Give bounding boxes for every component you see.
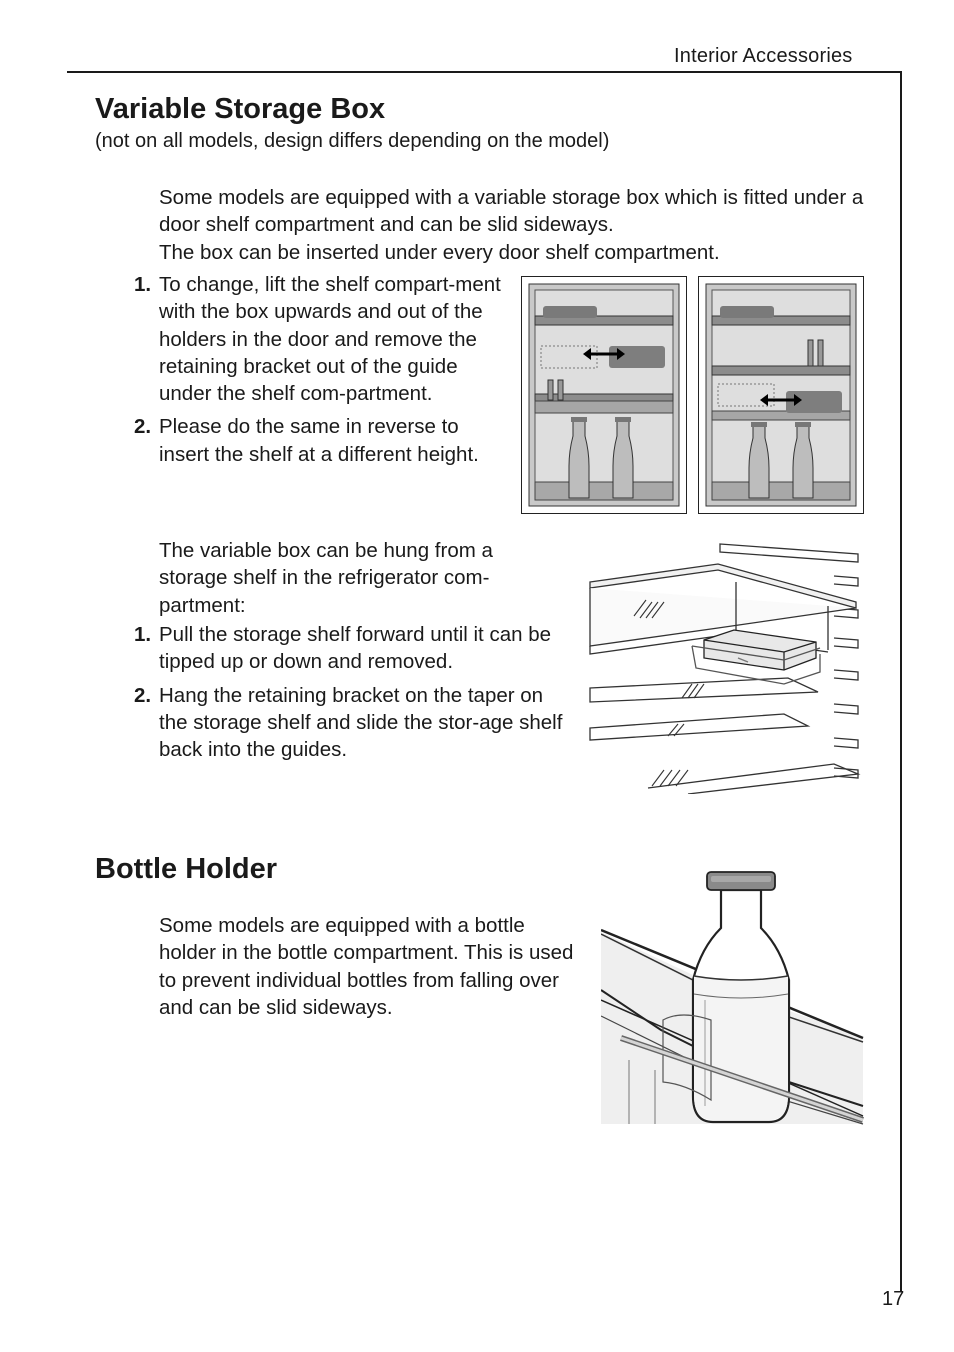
- step-number: 1.: [134, 623, 152, 646]
- list-item: [95, 682, 575, 764]
- door-box-illustration-right: [698, 276, 864, 514]
- shelf-box-illustration: [588, 538, 864, 794]
- bottle-holder-illustration: [601, 870, 865, 1126]
- page-number: 17: [882, 1288, 905, 1310]
- section-title-bottle-holder: Bottle Holder: [95, 853, 278, 885]
- section-subtitle: (not on all models, design differs depending on the model): [95, 130, 610, 152]
- shelf-steps-list: [95, 621, 575, 763]
- bottle-holder-text: Some models are equipped with a bottle holder in the bottle compartment. This is used to prevent individual bottles from falling over and can be slid sideways.: [159, 914, 574, 1019]
- step-number: 1.: [134, 273, 152, 296]
- step-text: To change, lift the shelf compart-ment with the box upwards and out of the holders in the door and remove the retaining bracket out of the guide under the shelf com-partment.: [159, 273, 501, 406]
- shelf-intro-paragraph: [159, 537, 559, 619]
- door-box-illustration-left: [521, 276, 687, 514]
- step-text: Please do the same in reverse to insert the shelf at a different height.: [159, 415, 479, 466]
- intro-text-2: The box can be inserted under every door shelf compartment.: [159, 240, 720, 264]
- step-text: Pull the storage shelf forward until it can be tipped up or down and removed.: [159, 623, 551, 674]
- step-number: 2.: [134, 415, 152, 439]
- shelf-intro-text: The variable box can be hung from a storage shelf in the refrigerator com-partment:: [159, 539, 493, 617]
- intro-text-1: Some models are equipped with a variable storage box which is fitted under a door shelf compartment and can be slid sideways.: [159, 186, 864, 237]
- running-header: Interior Accessories: [674, 45, 853, 67]
- header-rule: [67, 71, 901, 73]
- bottle-holder-paragraph: [159, 912, 589, 1021]
- section-title-storage-box: Variable Storage Box: [95, 93, 386, 125]
- list-item: [95, 621, 575, 676]
- step-number: 2.: [134, 683, 152, 707]
- list-item: [95, 413, 525, 468]
- margin-rule: [900, 71, 902, 1291]
- list-item: [95, 271, 525, 407]
- step-text: Hang the retaining bracket on the taper on the storage shelf and slide the stor-age shelf back into the guides.: [159, 683, 563, 762]
- door-steps-list: [95, 271, 525, 468]
- intro-paragraph: [159, 184, 879, 266]
